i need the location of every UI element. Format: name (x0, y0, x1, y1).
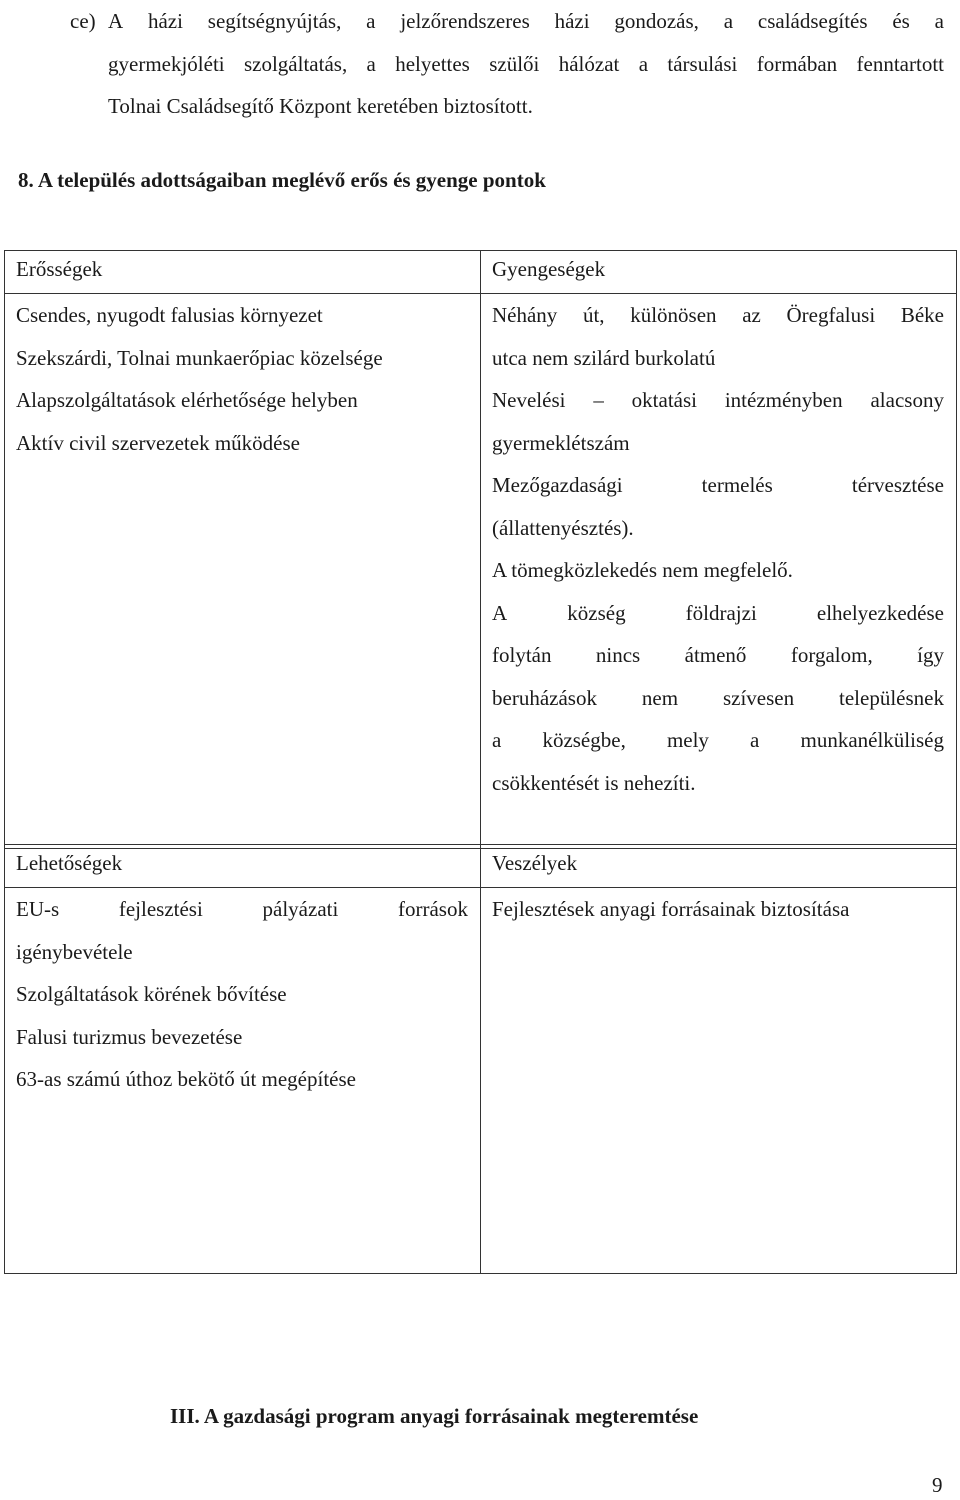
word: helyettes (395, 51, 470, 76)
cell-line (492, 719, 944, 762)
word: házi (554, 9, 590, 33)
word: Nevelési (492, 388, 566, 412)
strengths-header: Erősségek (5, 251, 481, 294)
word: a (366, 51, 376, 76)
word: Öregfalusi (786, 303, 876, 327)
word: út, (582, 303, 605, 327)
word: szülői (489, 51, 540, 76)
word: források (398, 897, 468, 921)
word: beruházások (492, 685, 597, 710)
word: fejlesztési (118, 897, 203, 921)
word: a (750, 728, 760, 752)
cell-line (492, 464, 944, 507)
word: társulási (667, 51, 738, 76)
cell-line: 63-as számú úthoz bekötő út megépítése (16, 1067, 356, 1091)
word: a (492, 728, 502, 752)
word: nem (641, 685, 679, 710)
word: forgalom, (790, 643, 873, 667)
word: a (934, 9, 944, 33)
word: szolgáltatás, (243, 51, 348, 76)
word: nincs (595, 643, 641, 667)
word: településnek (839, 685, 944, 710)
word: családsegítés (757, 9, 868, 33)
word: a (638, 51, 649, 76)
cell-line: Szekszárdi, Tolnai munkaerőpiac közelsége (16, 345, 383, 370)
word: gondozás, (614, 9, 699, 33)
word: pályázati (262, 897, 339, 921)
cell-line (16, 888, 468, 931)
intro-line-3 (108, 85, 944, 128)
word: oktatási (631, 388, 697, 412)
word: Mezőgazdasági (492, 473, 623, 497)
cell-line: igénybevétele (16, 939, 133, 964)
opportunities-header: Lehetőségek (5, 845, 481, 888)
word: fenntartott (856, 51, 944, 76)
word: intézményben (724, 388, 843, 412)
cell-line: gyermeklétszám (492, 430, 630, 455)
strengths-cell (5, 294, 481, 849)
opportunities-cell (5, 888, 481, 1274)
cell-line: Szolgáltatások körének bővítése (16, 982, 287, 1006)
word: hálózat (558, 51, 620, 76)
cell-line: Fejlesztések anyagi forrásainak biztosítása (492, 897, 850, 921)
word: jelzőrendszeres (400, 9, 530, 33)
cell-line: A tömegközlekedés nem megfelelő. (492, 558, 793, 582)
word: Béke (900, 303, 944, 327)
word: átmenő (684, 643, 747, 667)
page-number: 9 (932, 1473, 943, 1497)
cell-line (492, 379, 944, 422)
word: község (567, 600, 626, 625)
cell-line: csökkentését is nehezíti. (492, 770, 696, 795)
cell-line: Aktív civil szervezetek működése (16, 430, 300, 455)
word: szívesen (722, 685, 795, 710)
cell-line (492, 592, 944, 635)
intro-label: ce) (70, 9, 96, 33)
intro-line-3-text: Tolnai Családsegítő Központ keretében biztosított. (108, 94, 533, 118)
word: különösen (630, 303, 717, 327)
word: munkanélküliség (800, 728, 944, 752)
intro-line-1-text (108, 0, 944, 43)
word: EU-s (16, 897, 60, 921)
word: Néhány (492, 303, 558, 327)
intro-line-2 (108, 43, 944, 86)
cell-line (492, 294, 944, 337)
word: gyermekjóléti (108, 51, 225, 76)
word: mely (666, 728, 709, 752)
cell-line: Alapszolgáltatások elérhetősége helyben (16, 388, 358, 412)
weaknesses-cell (481, 294, 957, 849)
word: termelés (701, 473, 773, 497)
intro-line-1 (70, 0, 944, 43)
cell-line: utca nem szilárd burkolatú (492, 345, 716, 370)
chapter-title: III. A gazdasági program anyagi forrásainak megteremtése (170, 1404, 699, 1428)
swot-table-strengths-weaknesses (4, 250, 957, 849)
cell-line: Falusi turizmus bevezetése (16, 1024, 243, 1049)
section-heading: 8. A település adottságaiban meglévő erős és gyenge pontok (18, 168, 546, 192)
cell-line (492, 634, 944, 677)
word: – (593, 388, 604, 412)
word: az (742, 303, 761, 327)
word: így (917, 643, 944, 667)
word: és (892, 9, 910, 33)
word: formában (756, 51, 838, 76)
word: földrajzi (685, 600, 757, 625)
threats-header: Veszélyek (481, 845, 957, 888)
word: segítségnyújtás, (207, 9, 342, 33)
word: a (366, 9, 376, 33)
threats-cell (481, 888, 957, 1274)
intro-paragraph (70, 0, 944, 128)
word: A (108, 9, 124, 33)
word: folytán (492, 643, 552, 667)
word: községbe, (542, 728, 626, 752)
word: házi (147, 9, 183, 33)
weaknesses-header: Gyengeségek (481, 251, 957, 294)
cell-line: (állattenyésztés). (492, 515, 634, 540)
cell-line (492, 677, 944, 720)
word: elhelyezkedése (816, 600, 944, 625)
word: alacsony (870, 388, 944, 412)
cell-line: Csendes, nyugodt falusias környezet (16, 303, 323, 327)
swot-table-opportunities-threats (4, 844, 957, 1274)
word: a (723, 9, 734, 33)
word: térvesztése (851, 473, 944, 497)
word: A (492, 600, 508, 625)
